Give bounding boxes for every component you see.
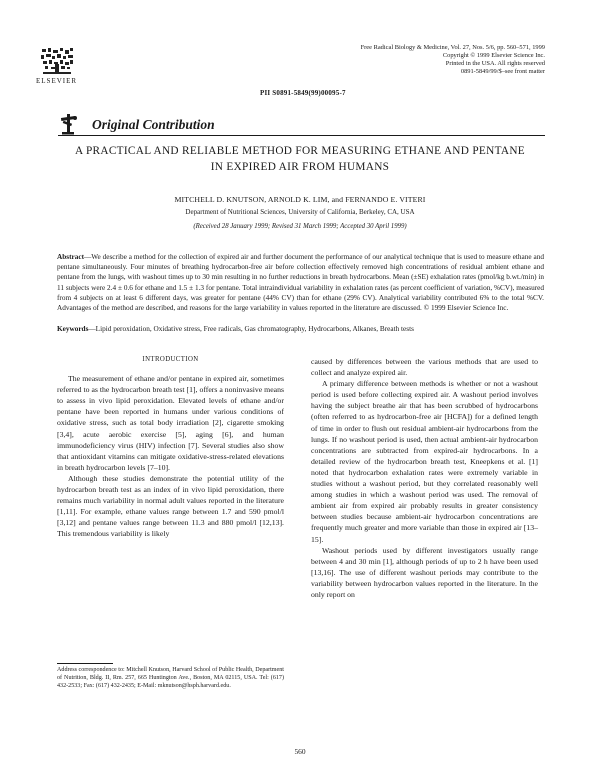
issn-line: 0891-5849/99/$–see front matter [460, 68, 545, 76]
keywords-label: Keywords [57, 325, 89, 333]
elsevier-tree-icon [39, 46, 75, 76]
keywords-text: —Lipid peroxidation, Oxidative stress, Free radicals, Gas chromatography, Hydrocarbons, Alkanes, Breath tests [88, 325, 414, 333]
correspondence-footnote: Address correspondence to: Mitchell Knutson, Harvard School of Public Health, Department of Nutrition, Bldg. II, Rm. 257, 665 Huntington Ave., Boston, MA 02115, USA. Tel: (617) 432-2533; Fax: (617) 432-2435; E-Mail: mknutson@hsph.harvard.edu. [57, 667, 284, 689]
copyright-line: Copyright © 1999 Elsevier Science Inc. [442, 52, 545, 60]
pii-identifier: PII S0891-5849(99)00095-7 [260, 89, 346, 97]
page-number: 560 [294, 747, 306, 756]
article-title: A PRACTICAL AND RELIABLE METHOD FOR MEASURING ETHANE AND PENTANE IN EXPIRED AIR FROM HUMANS [75, 145, 525, 173]
section-label: Original Contribution [92, 117, 215, 132]
section-header [58, 112, 215, 136]
body-paragraph: caused by differences between the various methods that are used to collect and analyze expired air. [311, 357, 538, 378]
abstract [57, 252, 544, 313]
introduction-heading: INTRODUCTION [142, 356, 199, 363]
abstract-label: Abstract [57, 253, 84, 261]
author-list: MITCHELL D. KNUTSON, ARNOLD K. LIM, and FERNANDO E. VITERI [174, 195, 426, 204]
received-dates: (Received 28 January 1999; Revised 31 March 1999; Accepted 30 April 1999) [193, 223, 407, 230]
body-paragraph: A primary difference between methods is whether or not a washout period is used before collecting expired air. A washout period involves having the subject breathe air that has been scrubbed of hydrocarbons (often referred to as hydrocarbon-free air [HCFA]) for a defined length of time in order to flush out residual ambient-air hydrocarbons from the lungs. If no washout period is used, then actual ambient-air hydrocarbon concentrations are subtracted from expired-air hydrocarbons. In a detailed review of the hydrocarbon breath test, Kneepkens et al. [1] noted that hydrocarbon exhalation rates were extremely variable in studies without a washout period, but they correlated reasonably well among studies in which a washout period was used. The removal of ambient air from expired air probably results in greater consistency between studies because ambient-air hydrocarbon concentrations are frequently much greater and more variable than those in expired air [13–15]. [311, 379, 538, 544]
body-column-left [57, 354, 284, 540]
publisher-name: ELSEVIER [36, 77, 78, 85]
microscope-icon [58, 112, 88, 136]
printed-line: Printed in the USA. All rights reserved [445, 60, 545, 68]
body-paragraph: Washout periods used by different investigators usually range between 4 and 30 min [1], although periods of up to 2 h have been used [13,16]. The use of different washout periods may contribute to the variability between hydrocarbon values reported in the literature. In the only report on [311, 545, 538, 599]
abstract-text: —We describe a method for the collection of expired air and further document the performance of our analytical technique that is used to measure ethane and pentane simultaneously. Four minutes of breathing hydrocarbon-free air before collection effectively removed high concentrations of residual ambient ethane and pentane from the lungs, with washout times up to 30 min resulting in no further reductions in breath hydrocarbons. Mean (±SE) exhalation rates (pmol/kg b.wt./min) in 11 subjects were 2.4 ± 0.6 for ethane and 1.5 ± 1.3 for pentane. Total intraindividual variability in exhalation rates (as percent coefficient of variation, %CV), measured from 4 subjects on at least 6 different days, was greater for pentane (44% CV) than for ethane (29% CV). Analytical variability contributed 6% to the total %CV. Advantages of the method are described, and reasons for the large variability in values reported in the literature are discussed. © 1999 Elsevier Science Inc. [57, 253, 544, 313]
affiliation: Department of Nutritional Sciences, University of California, Berkeley, CA, USA [185, 208, 415, 216]
section-divider [58, 135, 545, 136]
intro-paragraph: The measurement of ethane and/or pentane in expired air, sometimes referred to as the hydrocarbon breath test [1], offers a noninvasive means to assess in vivo lipid peroxidation. Elevated levels of ethane and/or pentane have been reported in humans under various conditions of oxidative stress, such as total body irradiation [2], cigarette smoking [3,4], acute aerobic exercise [5], aging [6], and human immunodeficiency virus (HIV) infection [7]. Several studies also show that antioxidant vitamins can mitigate oxidative-stress-related elevations in breath hydrocarbon levels [7–10]. [57, 374, 284, 472]
publisher-logo [36, 46, 82, 85]
body-column-right [311, 356, 538, 600]
journal-citation [265, 44, 545, 76]
footnote-divider [57, 663, 113, 664]
intro-paragraph: Although these studies demonstrate the potential utility of the hydrocarbon breath test as an index of in vivo lipid peroxidation, there remains much variability in normal adult values reported in the literature [1,11]. For example, ethane values range between 1.7 and 590 pmol/l [3,12] and pentane values range between 11.3 and 880 pmol/l [12,13]. This tremendous variability is likely [57, 473, 284, 539]
journal-citation-line: Free Radical Biology & Medicine, Vol. 27, Nos. 5/6, pp. 560–571, 1999 [360, 44, 545, 51]
keywords [57, 324, 544, 334]
